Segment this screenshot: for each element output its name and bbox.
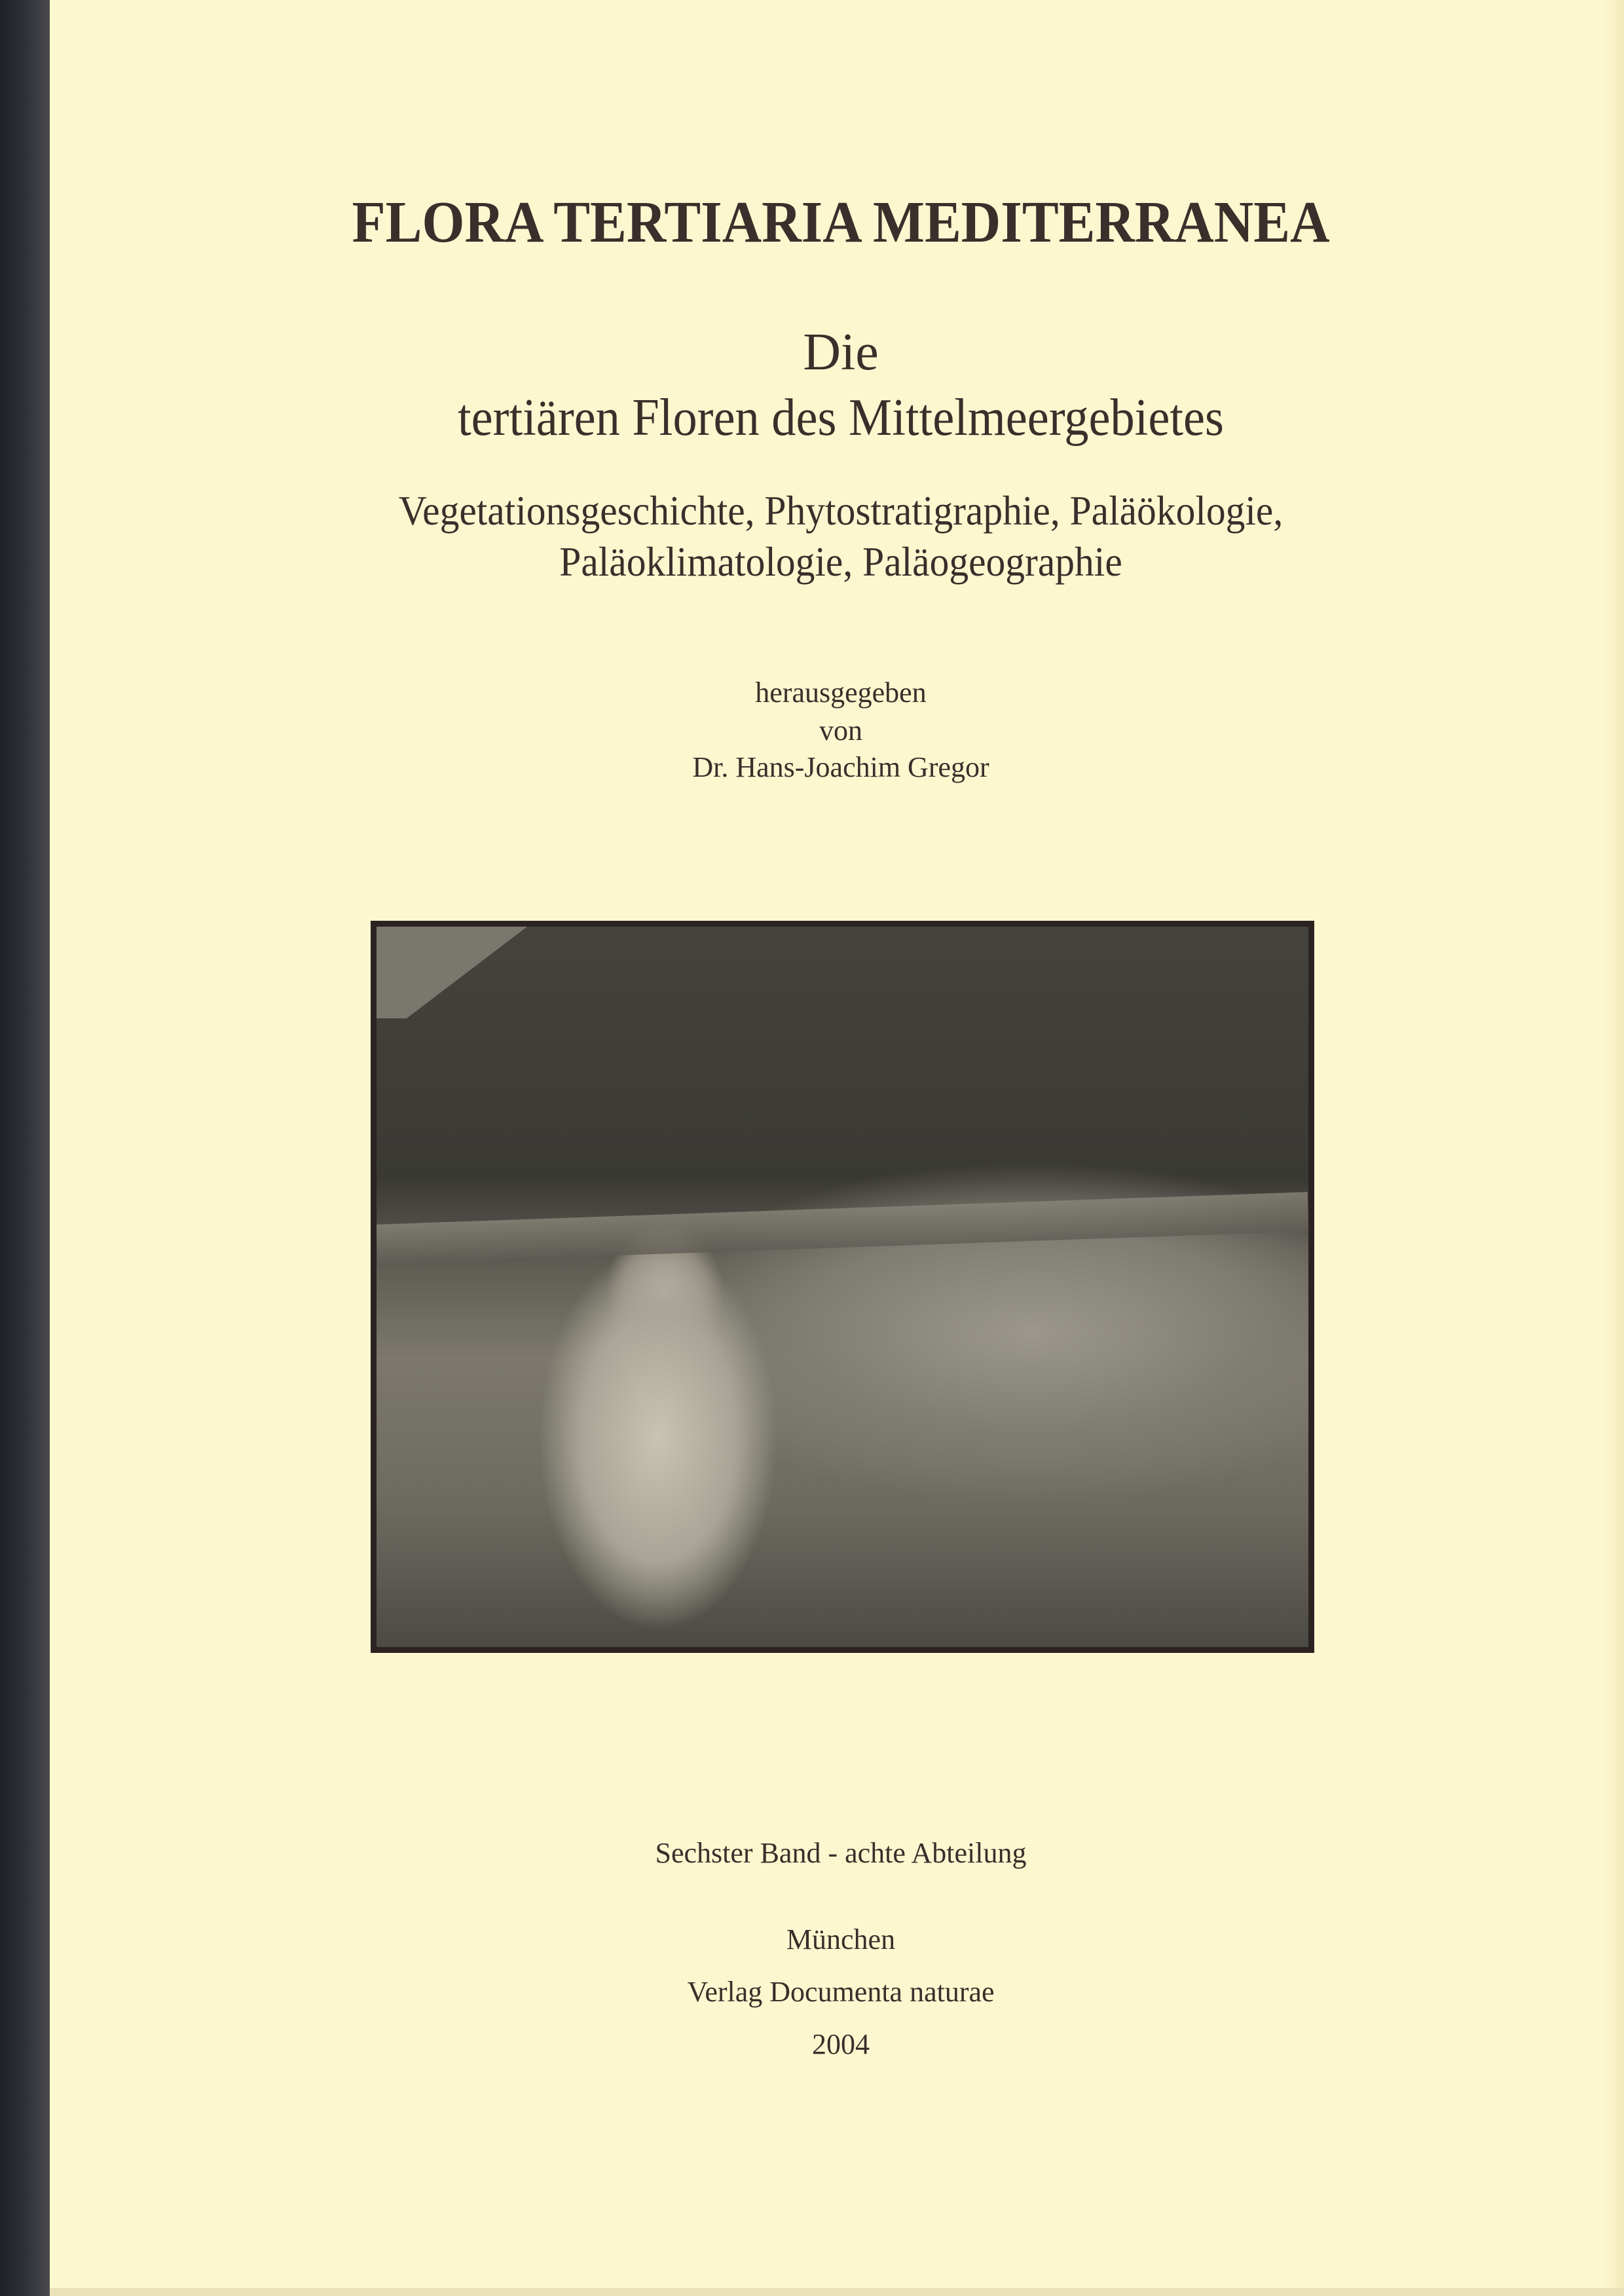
photo-rock-ledge	[376, 1192, 1308, 1264]
page-edge	[1604, 0, 1624, 2296]
cover-photo	[371, 921, 1314, 1653]
series-title: FLORA TERTIARIA MEDITERRANEA	[352, 190, 1330, 255]
editor-label: herausgegeben	[755, 676, 927, 709]
editor-von: von	[819, 714, 862, 747]
volume-label: Sechster Band - achte Abteilung	[655, 1837, 1027, 1869]
editor-name: Dr. Hans-Joachim Gregor	[692, 751, 989, 783]
year: 2004	[812, 2028, 870, 2060]
subtitle-line-1: Vegetationsgeschichte, Phytostratigraphie, Paläökologie,	[398, 487, 1283, 534]
subtitle-line-2: Paläoklimatologie, Paläogeographie	[559, 538, 1122, 585]
publisher: Verlag Documenta naturae	[687, 1976, 995, 2008]
title-line-1: Die	[803, 324, 879, 381]
photo-sky	[377, 927, 527, 1018]
book-spine	[0, 0, 50, 2296]
title-line-2: tertiären Floren des Mittelmeergebietes	[457, 389, 1225, 447]
page-edge-bottom	[50, 2288, 1624, 2296]
city: München	[786, 1923, 896, 1955]
